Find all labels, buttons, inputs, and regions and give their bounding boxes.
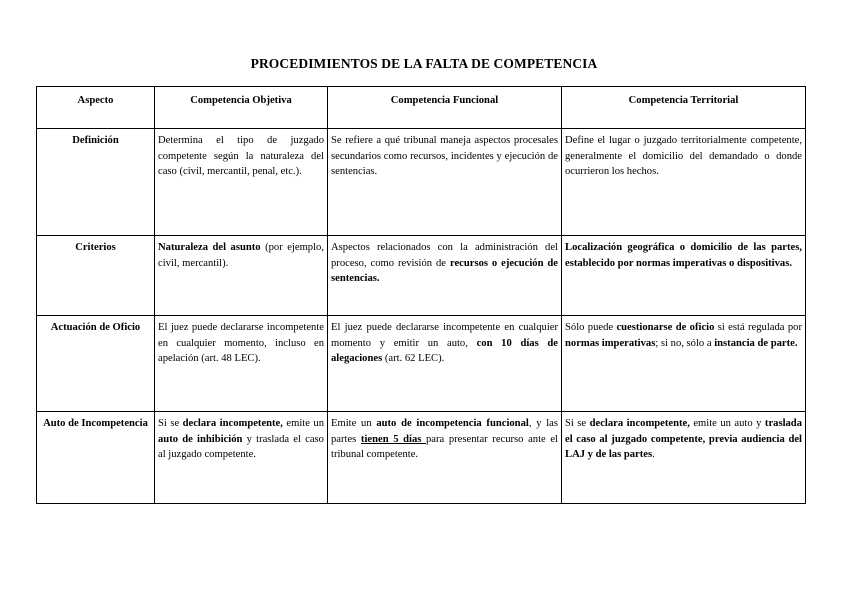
cell-objetiva: Determina el tipo de juzgado competente según la naturaleza del caso (civil, mercantil, penal, etc.).	[155, 129, 328, 236]
cell-objetiva: Naturaleza del asunto (por ejemplo, civil, mercantil).	[155, 236, 328, 316]
row-aspect: Criterios	[37, 236, 155, 316]
row-aspect: Definición	[37, 129, 155, 236]
page-title: PROCEDIMIENTOS DE LA FALTA DE COMPETENCIA	[250, 56, 598, 71]
cell-funcional: Aspectos relacionados con la administración del proceso, como revisión de recursos o ejecución de sentencias.	[328, 236, 562, 316]
cell-territorial: Define el lugar o juzgado territorialmente competente, generalmente el domicilio del demandado o donde ocurrieron los hechos.	[562, 129, 806, 236]
cell-funcional: El juez puede declararse incompetente en cualquier momento y emitir un auto, con 10 días de alegaciones (art. 62 LEC).	[328, 316, 562, 412]
cell-objetiva: El juez puede declararse incompetente en cualquier momento, incluso en apelación (art. 48 LEC).	[155, 316, 328, 412]
table-row	[37, 129, 806, 236]
header-row	[37, 87, 806, 129]
cell-objetiva: Si se declara incompetente, emite un auto de inhibición y traslada el caso al juzgado competente.	[155, 412, 328, 504]
cell-territorial: Localización geográfica o domicilio de las partes, establecido por normas imperativas o dispositivas.	[562, 236, 806, 316]
cell-funcional: Emite un auto de incompetencia funcional, y las partes tienen 5 días para presentar recurso ante el tribunal competente.	[328, 412, 562, 504]
table-row	[37, 316, 806, 412]
header-funcional: Competencia Funcional	[328, 87, 562, 129]
cell-territorial: Si se declara incompetente, emite un auto y traslada el caso al juzgado competente, previa audiencia del LAJ y de las partes.	[562, 412, 806, 504]
header-objetiva: Competencia Objetiva	[155, 87, 328, 129]
header-territorial: Competencia Territorial	[562, 87, 806, 129]
table-row	[37, 236, 806, 316]
header-aspecto: Aspecto	[37, 87, 155, 129]
row-aspect: Actuación de Oficio	[37, 316, 155, 412]
cell-funcional: Se refiere a qué tribunal maneja aspectos procesales secundarios como recursos, incidentes y ejecución de sentencias.	[328, 129, 562, 236]
table-row	[37, 412, 806, 504]
row-aspect: Auto de Incompetencia	[37, 412, 155, 504]
cell-territorial: Sólo puede cuestionarse de oficio si está regulada por normas imperativas; si no, sólo a instancia de parte.	[562, 316, 806, 412]
competence-table	[36, 86, 806, 504]
